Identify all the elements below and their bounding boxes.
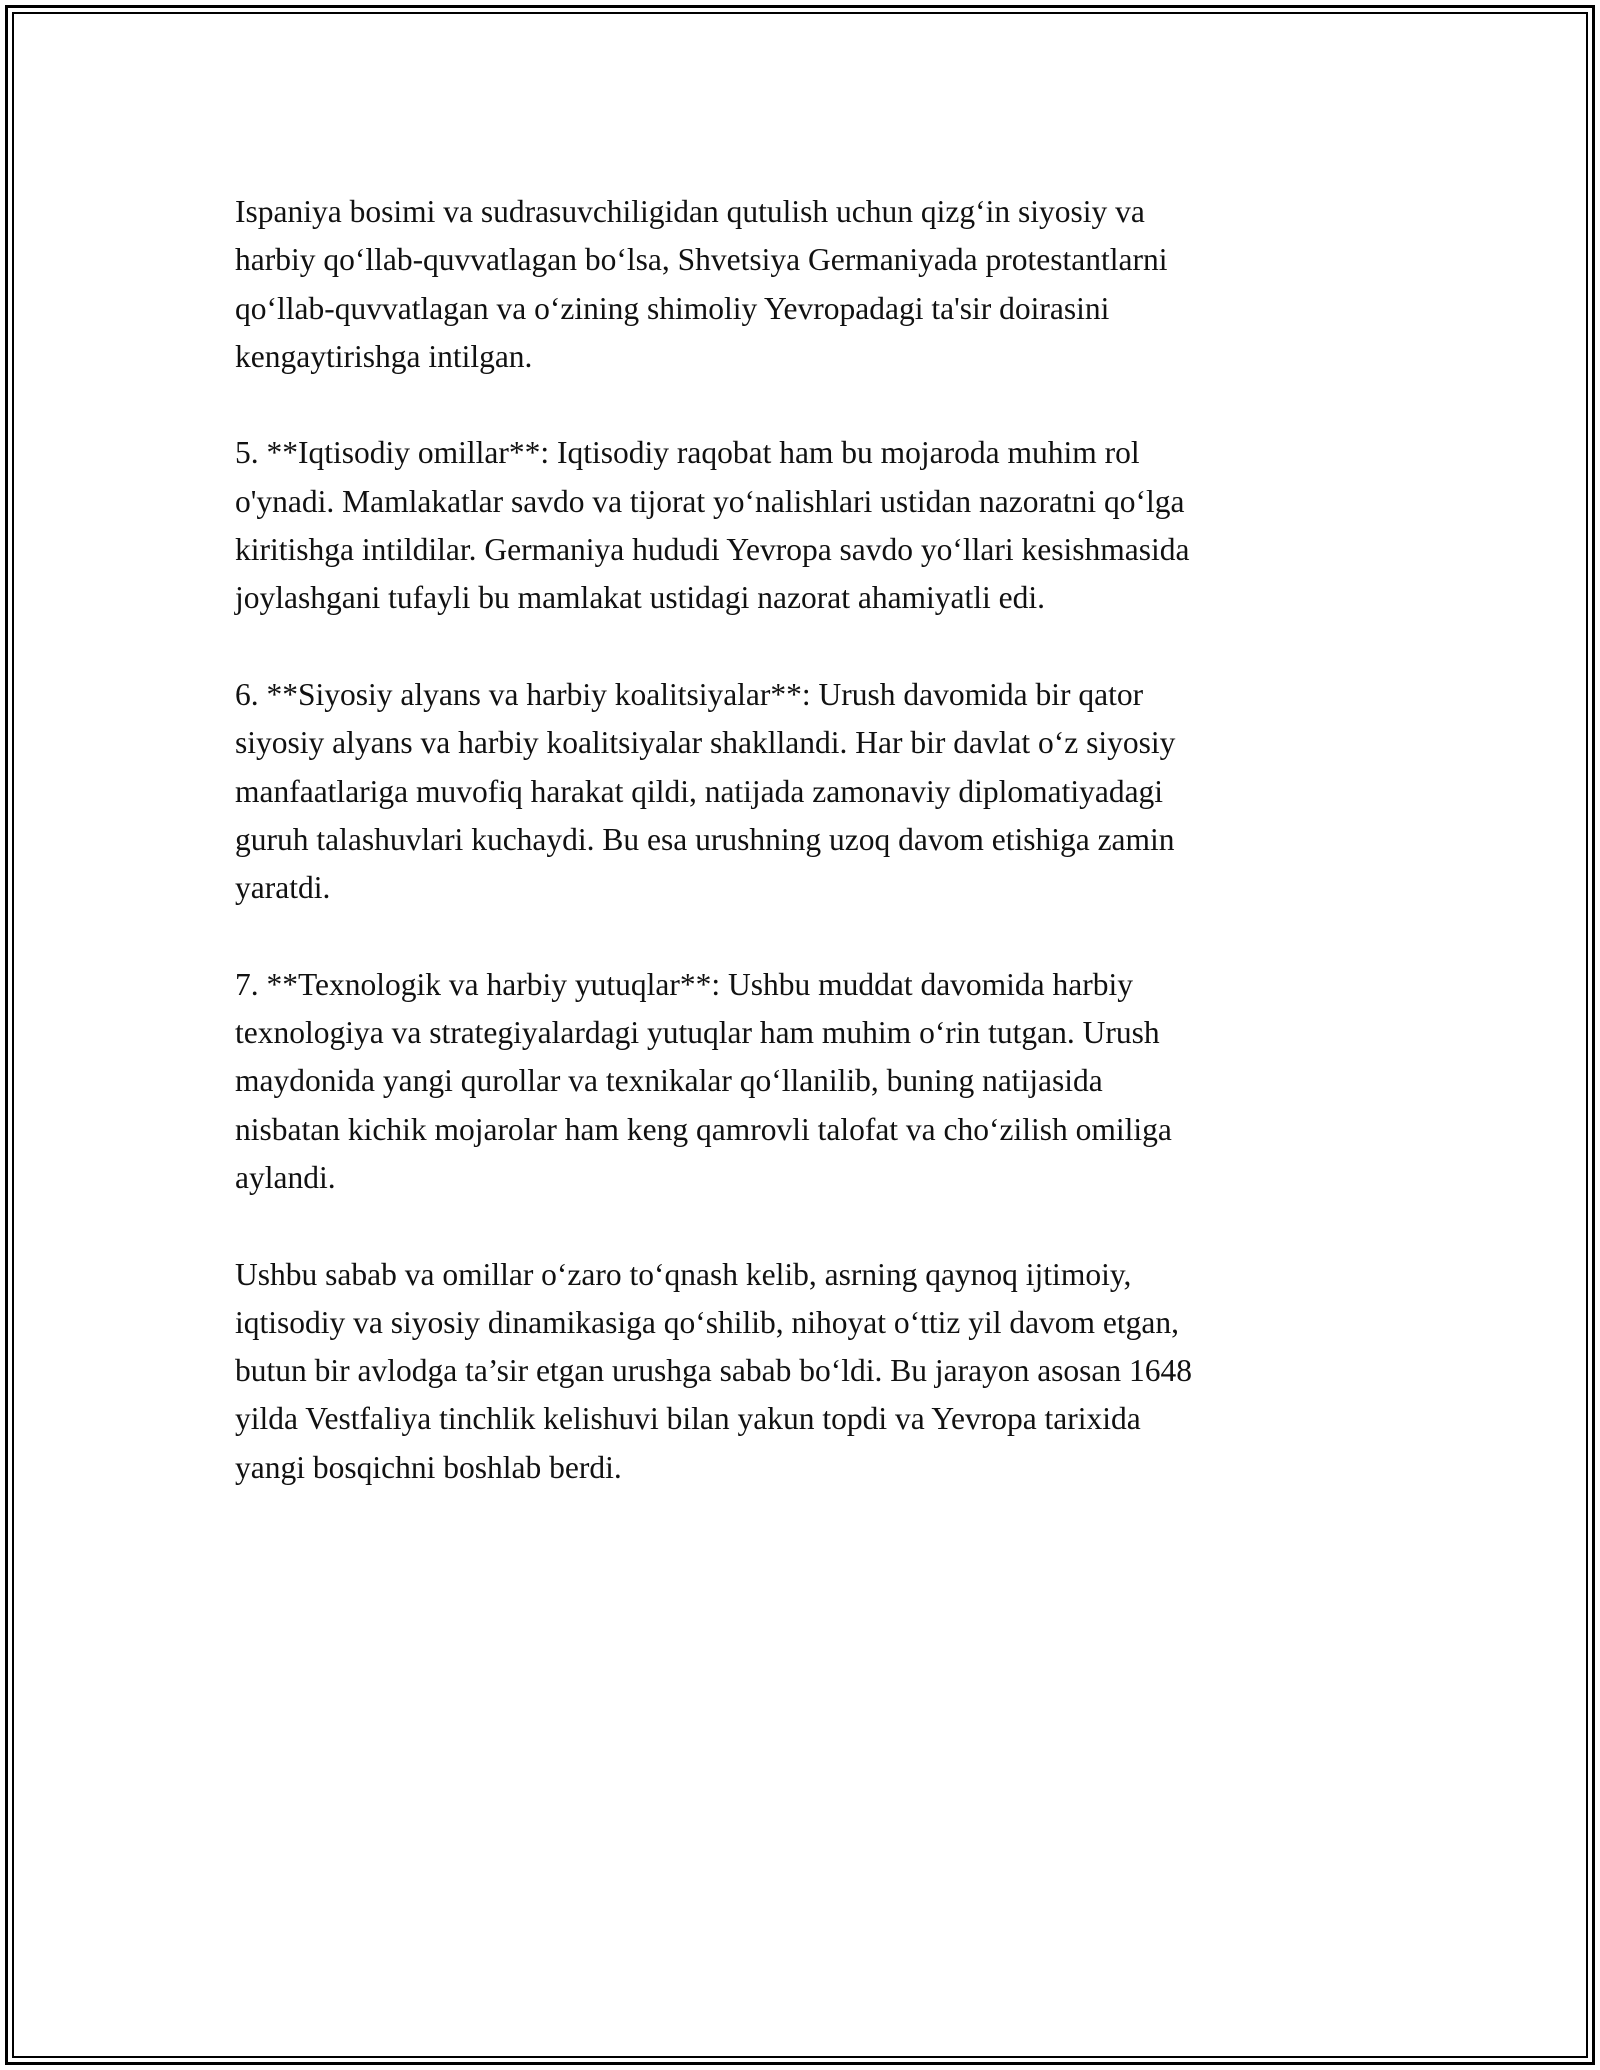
text-line: maydonida yangi qurollar va texnikalar qo‘llanilib, buning natijasida	[235, 1063, 1103, 1099]
text-line: nisbatan kichik mojarolar ham keng qamrovli talofat va cho‘zilish omiliga	[235, 1111, 1172, 1147]
text-line: o'ynadi. Mamlakatlar savdo va tijorat yo‘nalishlari ustidan nazoratni qo‘lga	[235, 483, 1185, 519]
text-line: kiritishga intildilar. Germaniya hududi Yevropa savdo yo‘llari kesishmasida	[235, 532, 1190, 568]
text-line: texnologiya va strategiyalardagi yutuqlar ham muhim o‘rin tutgan. Urush	[235, 1015, 1160, 1051]
text-line: butun bir avlodga ta’sir etgan urushga sabab bo‘ldi. Bu jarayon asosan 1648	[235, 1353, 1193, 1389]
text-line: yangi bosqichni boshlab berdi.	[235, 1449, 622, 1485]
text-line: 7. **Texnologik va harbiy yutuqlar**: Ushbu muddat davomida harbiy	[235, 966, 1134, 1002]
paragraph-continuation	[235, 188, 1370, 381]
paragraph-economic-factors	[235, 429, 1370, 622]
text-line: yaratdi.	[235, 870, 331, 906]
text-line: aylandi.	[235, 1159, 336, 1195]
text-line: siyosiy alyans va harbiy koalitsiyalar shakllandi. Har bir davlat o‘z siyosiy	[235, 725, 1176, 761]
text-line: Ushbu sabab va omillar o‘zaro to‘qnash kelib, asrning qaynoq ijtimoiy,	[235, 1256, 1132, 1292]
text-line: harbiy qo‘llab-quvvatlagan bo‘lsa, Shvetsiya Germaniyada protestantlarni	[235, 242, 1168, 278]
text-line: Ispaniya bosimi va sudrasuvchiligidan qutulish uchun qizg‘in siyosiy va	[235, 194, 1145, 229]
paragraph-technological-advances	[235, 961, 1370, 1202]
text-line: 6. **Siyosiy alyans va harbiy koalitsiyalar**: Urush davomida bir qator	[235, 676, 1144, 712]
text-line: kengaytirishga intilgan.	[235, 338, 533, 374]
paragraph-conclusion	[235, 1251, 1370, 1492]
text-line: guruh talashuvlari kuchaydi. Bu esa urushning uzoq davom etishiga zamin	[235, 821, 1175, 857]
text-line: qo‘llab-quvvatlagan va o‘zining shimoliy Yevropadagi ta'sir doirasini	[235, 290, 1110, 326]
text-line: yilda Vestfaliya tinchlik kelishuvi bilan yakun topdi va Yevropa tarixida	[235, 1401, 1141, 1437]
text-line: iqtisodiy va siyosiy dinamikasiga qo‘shilib, nihoyat o‘ttiz yil davom etgan,	[235, 1304, 1180, 1340]
text-line: 5. **Iqtisodiy omillar**: Iqtisodiy raqobat ham bu mojaroda muhim rol	[235, 435, 1140, 471]
document-body	[235, 188, 1370, 1540]
text-line: joylashgani tufayli bu mamlakat ustidagi nazorat ahamiyatli edi.	[235, 580, 1046, 616]
text-line: manfaatlariga muvofiq harakat qildi, natijada zamonaviy diplomatiyadagi	[235, 773, 1164, 809]
paragraph-political-alliances	[235, 671, 1370, 912]
